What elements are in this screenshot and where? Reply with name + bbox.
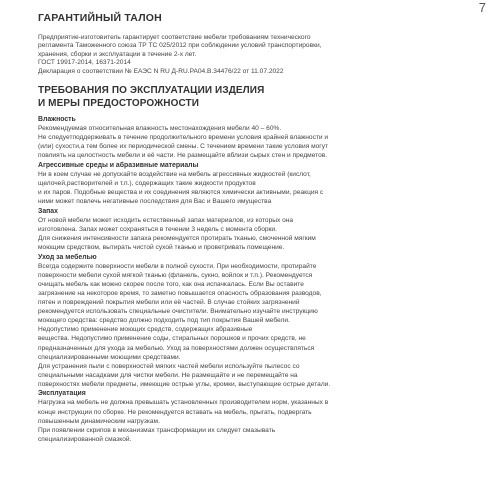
section-heading: Уход за мебелью: [38, 253, 97, 261]
section-line: очищать мебель как можно скорее после того, как она испачкалась. Если Вы оставите: [38, 280, 304, 288]
section-line: рекомендуется использовать специальные очистители. Внимательно изучайте инструкцию: [38, 308, 318, 316]
section-line: специализированной смазкой.: [38, 435, 132, 443]
section-heading: Влажность: [38, 116, 76, 124]
section-5: [38, 389, 484, 443]
section-line: пятен и повреждений покрытия мебели или её частей. В случае стойких загрязнений: [38, 299, 300, 307]
warranty-title: ГАРАНТИЙНЫЙ ТАЛОН: [38, 12, 162, 24]
warranty-line: ГОСТ 19917-2014, 16371-2014: [38, 59, 131, 67]
section-line: моющим средством, вытирать чистой сухой тканью и проветривать помещение.: [38, 244, 285, 252]
section-3: [38, 207, 484, 252]
section-line: Для снижения интенсивности запаха рекомендуется протирать тканью, смоченной мягким: [38, 234, 316, 242]
page-number: 7: [478, 0, 486, 15]
section-line: Всегда содержите поверхности мебели в полной сухости. При необходимости, протирайте: [38, 262, 317, 270]
section-line: поверхности мебели сухой мягкой тканью (фланель, сукно, войлок и т.п.). Рекомендуется: [38, 271, 313, 279]
requirements-sections: [38, 115, 484, 444]
section-heading: Агрессивные среды и абразивные материалы: [38, 161, 199, 169]
section-line: поверхностях мебели предметы, имеющие острые углы, кромки, выступающие острые детали.: [38, 380, 331, 388]
section-2: [38, 161, 484, 206]
section-line: специальными насадками для чистки мебели. Не размещайте и не перемещайте на: [38, 371, 298, 379]
section-line: загрязнение на некоторое время, то заметно повышается опасность образования разводов,: [38, 289, 322, 297]
warranty-line: Декларация о соответствии № ЕАЭС N RU Д-RU.PA04.B.34476/22 от 11.07.2022: [38, 67, 284, 75]
section-line: повлиять на целостность мебели и её части. Не размещайте вблизи сырых стен и предметов.: [38, 152, 328, 160]
warranty-text: [38, 34, 484, 76]
section-line: ними может повлечь негативные последствия для Вас и Вашего имущества: [38, 198, 272, 206]
document-body: [38, 12, 484, 444]
requirements-title: [38, 85, 484, 110]
section-line: (или) сухости,а тем более их периодической смены. С течением времени такие условия могут: [38, 143, 329, 151]
section-line: специализированными моющими средствами.: [38, 353, 181, 361]
section-line: Нагрузка на мебель не должна превышать установленных производителем норм, указанных в: [38, 399, 329, 407]
section-line: моющего средства: средство должно подходить под тип покрытия Вашей мебели.: [38, 317, 290, 325]
section-4: [38, 253, 484, 389]
section-heading: Эксплуатация: [38, 390, 86, 398]
requirements-title-line1: ТРЕБОВАНИЯ ПО ЭКСПЛУАТАЦИИ ИЗДЕЛИЯ: [38, 85, 265, 97]
section-heading: Запах: [38, 207, 58, 215]
requirements-title-line2: И МЕРЫ ПРЕДОСТОРОЖНОСТИ: [38, 97, 200, 109]
section-line: повышенным динамическим нагрузкам.: [38, 417, 160, 425]
warranty-line: Предприятие-изготовитель гарантирует соответствие мебели требованиям технического: [38, 34, 311, 41]
section-line: предназначенных для ухода за мебелью. Уход за поверхностями должен осуществляться: [38, 344, 315, 352]
warranty-line: регламента Таможенного союза ТР ТС 025/2012 при соблюдении условий транспортировки,: [38, 42, 322, 50]
section-line: щелочей,растворителей и т.п.), содержащих такие жидкости продуктов: [38, 180, 256, 187]
section-line: Ни в коем случае не допускайте воздействие на мебель агрессивных жидкостей (кислот,: [38, 170, 311, 178]
section-line: и их паров. Подобные вещества и их соединения являются химически активными, реакция с: [38, 189, 324, 197]
section-line: Недопустимо применение моющих средств, содержащих абразивные: [38, 326, 253, 334]
section-line: конце инструкции по сборке. Не рекомендуется вставать на мебель, прыгать, подвергать: [38, 408, 312, 416]
section-line: Рекомендуемая относительная влажность местонахождения мебели 40 – 60%.: [38, 125, 282, 133]
section-line: От новой мебели может исходить естественный запах материалов, из которых она: [38, 216, 294, 224]
section-line: При появлении скрипов в механизмах трансформации их следует смазывать: [38, 426, 276, 434]
section-1: [38, 115, 484, 160]
warranty-line: хранения, сборки и эксплуатации в течение 2-х лет.: [38, 50, 197, 58]
section-line: Для устранения пыли с поверхностей мягких частей мебели используйте пылесос со: [38, 362, 300, 370]
section-line: вещества. Недопустимо применение соды, стиральных порошков и прочих средств, не: [38, 335, 306, 343]
section-line: изготовлена. Запах может сохраняться в течении 3 недель с момента сборки.: [38, 225, 277, 233]
section-line: Не следуетподдерживать в течение продолжительного времени условия крайней влажности и: [38, 134, 329, 142]
